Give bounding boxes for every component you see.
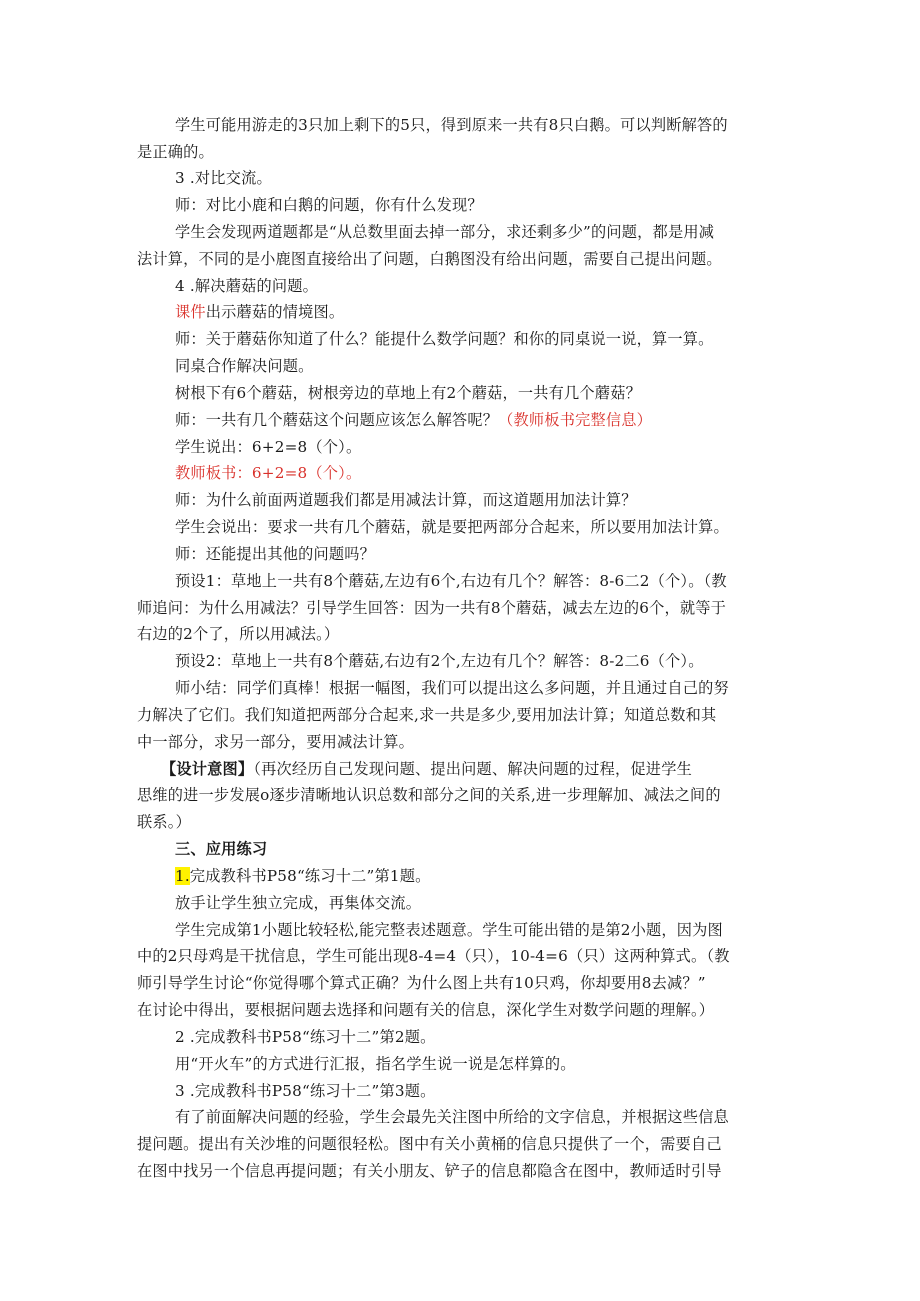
courseware-label: 课件 — [175, 303, 206, 321]
paragraph-line: 联系。） — [137, 813, 191, 831]
paragraph-line: 有了前面解决问题的经验，学生会最先关注图中所给的文字信息，并根据这些信息 — [175, 1108, 729, 1126]
paragraph-line: 师追问：为什么用减法？引导学生回答：因为一共有8个蘑菇，减去左边的6个，就等于 — [137, 599, 727, 617]
paragraph-line: 学生会发现两道题都是“从总数里面去掉一部分，求还剩多少”的问题，都是用减 — [175, 223, 715, 241]
paragraph-line: 中的2只母鸡是干扰信息，学生可能出现8-4=4（只），10-4=6（只）这两种算式。（教 — [137, 947, 730, 965]
paragraph-line: 师引导学生讨论“你觉得哪个算式正确？为什么图上共有10只鸡，你却要用8去减？” — [137, 974, 706, 992]
paragraph-line: 师：还能提出其他的问题吗？ — [175, 545, 376, 563]
paragraph-line: 法计算，不同的是小鹿图直接给出了问题，白鹅图没有给出问题，需要自己提出问题。 — [137, 250, 722, 268]
paragraph-line: 预设1：草地上一共有8个蘑菇,左边有6个,右边有几个？解答：8-6二2（个）。（教 — [175, 572, 727, 590]
paragraph-line: 学生说出：6+2=8（个）。 — [175, 438, 362, 456]
teacher-note: （教师板书完整信息） — [498, 411, 653, 429]
paragraph-line — [175, 410, 652, 430]
paragraph-line: 师：为什么前面两道题我们都是用减法计算，而这道题用加法计算？ — [175, 491, 637, 509]
section-heading: 3 .对比交流。 — [175, 169, 272, 187]
paragraph-line: 是正确的。 — [137, 143, 214, 161]
paragraph-line: 师：对比小鹿和白鹅的问题，你有什么发现？ — [175, 196, 483, 214]
paragraph-text: （再次经历自己发现问题、提出问题、解决问题的过程，促进学生 — [253, 760, 692, 778]
paragraph-line — [175, 866, 430, 886]
paragraph-line: 预设2：草地上一共有8个蘑菇,右边有2个,左边有几个？解答：8-2二6（个）。 — [175, 652, 704, 670]
paragraph-line: 同桌合作解决问题。 — [175, 357, 314, 375]
paragraph-line: 树根下有6个蘑菇，树根旁边的草地上有2个蘑菇，一共有几个蘑菇？ — [175, 384, 641, 402]
teacher-board-note: 教师板书：6+2=8（个）。 — [175, 464, 362, 482]
paragraph-line: 提问题。提出有关沙堆的问题很轻松。图中有关小黄桶的信息只提供了一个，需要自己 — [137, 1135, 722, 1153]
paragraph-text: 师：一共有几个蘑菇这个问题应该怎么解答呢？ — [175, 411, 499, 429]
paragraph-line: 师：关于蘑菇你知道了什么？能提什么数学问题？和你的同桌说一说，算一算。 — [175, 330, 714, 348]
highlighted-number: 1. — [175, 867, 190, 885]
paragraph-line: 在图中找另一个信息再提问题；有关小朋友、铲子的信息都隐含在图中，教师适时引导 — [137, 1162, 722, 1180]
paragraph-line — [161, 759, 692, 779]
paragraph-line: 师小结：同学们真棒！根据一幅图，我们可以提出这么多问题，并且通过自己的努 — [175, 679, 729, 697]
paragraph-line: 右边的2个了，所以用减法。） — [137, 625, 340, 643]
paragraph-line: 学生可能用游走的3只加上剩下的5只，得到原来一共有8只白鹅。可以判断解答的 — [175, 116, 728, 134]
design-intent-label: 【设计意图】 — [161, 760, 254, 778]
paragraph-text: 完成教科书P58“练习十二”第1题。 — [189, 867, 431, 885]
paragraph-line: 学生会说出：要求一共有几个蘑菇，就是要把两部分合起来，所以要用加法计算。 — [175, 518, 729, 536]
paragraph-line: 思维的进一步发展o逐步清晰地认识总数和部分之间的关系,进一步理解加、减法之间的 — [137, 786, 721, 804]
paragraph-line: 2 .完成教科书P58“练习十二”第2题。 — [175, 1028, 436, 1046]
paragraph-line: 中一部分，求另一部分，要用减法计算。 — [137, 733, 414, 751]
paragraph-line — [175, 302, 344, 322]
paragraph-line: 学生完成第1小题比较轻松,能完整表述题意。学生可能出错的是第2小题，因为图 — [175, 921, 723, 939]
section-title: 三、应用练习 — [175, 840, 268, 858]
paragraph-line: 力解决了它们。我们知道把两部分合起来,求一共是多少,要用加法计算；知道总数和其 — [137, 706, 717, 724]
paragraph-line: 用“开火车”的方式进行汇报，指名学生说一说是怎样算的。 — [175, 1055, 576, 1073]
paragraph-line: 放手让学生独立完成，再集体交流。 — [175, 894, 422, 912]
paragraph-line: 在讨论中得出，要根据问题去选择和问题有关的信息，深化学生对数学问题的理解。） — [137, 1001, 715, 1019]
paragraph-line: 3 .完成教科书P58“练习十二”第3题。 — [175, 1082, 436, 1100]
section-heading: 4 .解决蘑菇的问题。 — [175, 277, 319, 295]
paragraph-text: 出示蘑菇的情境图。 — [205, 303, 345, 321]
